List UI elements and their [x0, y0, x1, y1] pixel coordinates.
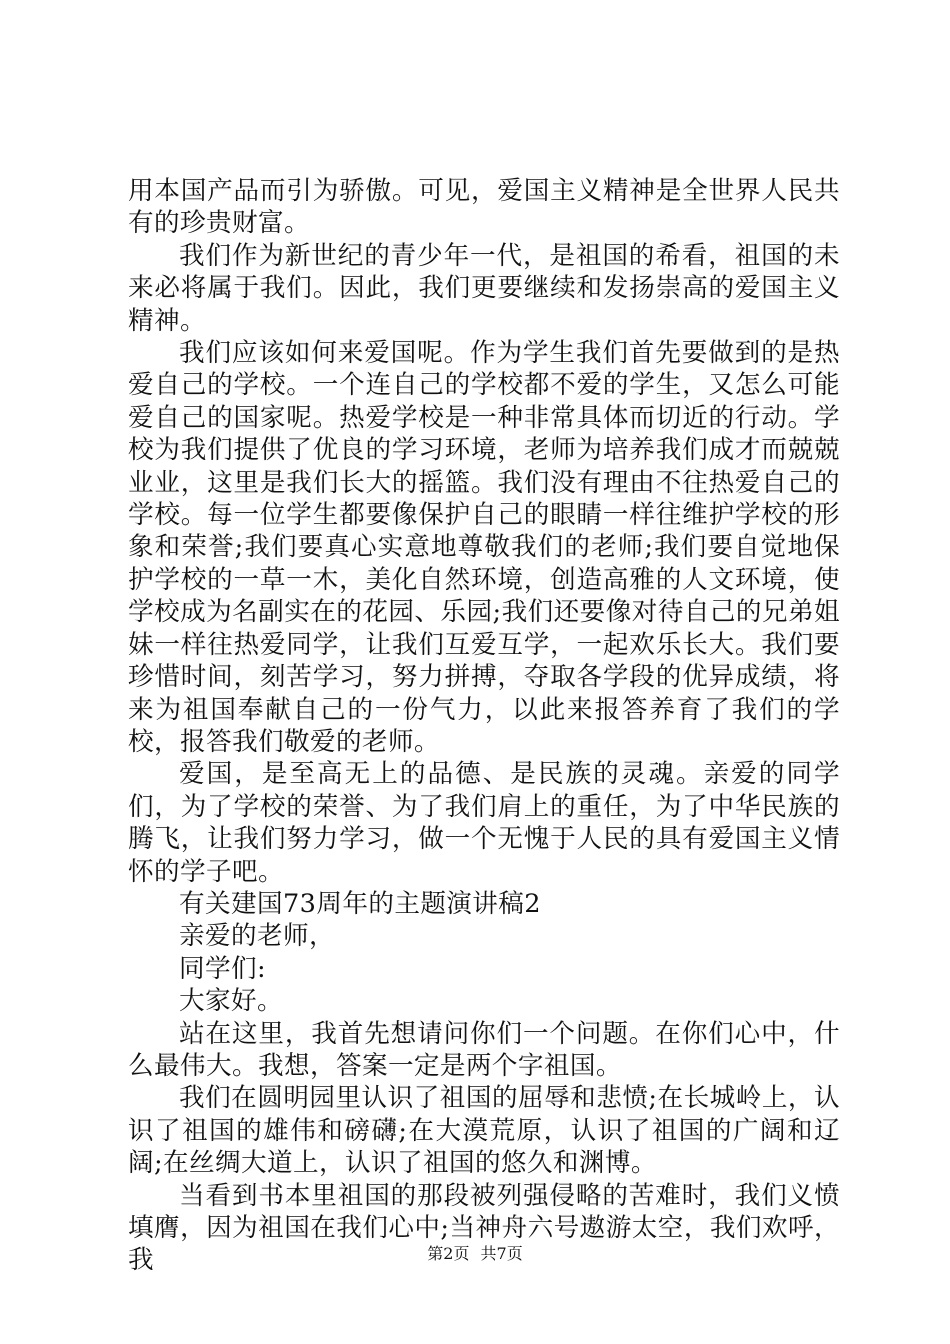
section-heading: 有关建国73周年的主题演讲稿2 — [179, 888, 541, 919]
paragraph-11: 当看到书本里祖国的那段被列强侵略的苦难时，我们义愤填膺，因为祖国在我们心中;当神舟六号遨游太空，我们欢呼，我 — [128, 1180, 840, 1276]
document-body — [128, 175, 840, 1277]
greeting: 大家好。 — [179, 986, 283, 1017]
salutation-students: 同学们: — [179, 953, 267, 984]
paragraph-10: 我们在圆明园里认识了祖国的屈辱和悲愤;在长城岭上，认识了祖国的雄伟和磅礴;在大漠荒原，认识了祖国的广阔和辽阔;在丝绸大道上，认识了祖国的悠久和渊博。 — [128, 1083, 840, 1179]
page-total: 共7页 — [480, 1244, 523, 1263]
page-footer — [0, 1244, 950, 1264]
paragraph-3: 我们应该如何来爱国呢。作为学生我们首先要做到的是热爱自己的学校。一个连自己的学校都不爱的学生，又怎么可能爱自己的国家呢。热爱学校是一种非常具体而切近的行动。学校为我们提供了优良的学习环境，老师为培养我们成才而兢兢业业，这里是我们长大的摇篮。我们没有理由不往热爱自己的学校。每一位学生都要像保护自己的眼睛一样往维护学校的形象和荣誉;我们要真心实意地尊敬我们的老师;我们要自觉地保护学校的一草一木，美化自然环境，创造高雅的人文环境，使学校成为名副实在的花园、乐园;我们还要像对待自己的兄弟姐妹一样往热爱同学，让我们互爱互学，一起欢乐长大。我们要珍惜时间，刻苦学习，努力拼搏，夺取各学段的优异成绩，将来为祖国奉献自己的一份气力，以此来报答养育了我们的学校，报答我们敬爱的老师。 — [128, 338, 840, 757]
paragraph-4: 爱国，是至高无上的品德、是民族的灵魂。亲爱的同学们，为了学校的荣誉、为了我们肩上的重任，为了中华民族的腾飞，让我们努力学习，做一个无愧于人民的具有爱国主义情怀的学子吧。 — [128, 759, 840, 887]
page-number: 第2页 — [427, 1244, 470, 1263]
paragraph-1: 用本国产品而引为骄傲。可见，爱国主义精神是全世界人民共有的珍贵财富。 — [128, 176, 840, 239]
paragraph-9: 站在这里，我首先想请问你们一个问题。在你们心中，什么最伟大。我想，答案一定是两个字祖国。 — [128, 1018, 840, 1081]
paragraph-2: 我们作为新世纪的青少年一代，是祖国的希看，祖国的未来必将属于我们。因此，我们更要继续和发扬崇高的爱国主义精神。 — [128, 240, 840, 336]
salutation-teachers: 亲爱的老师， — [179, 921, 335, 952]
